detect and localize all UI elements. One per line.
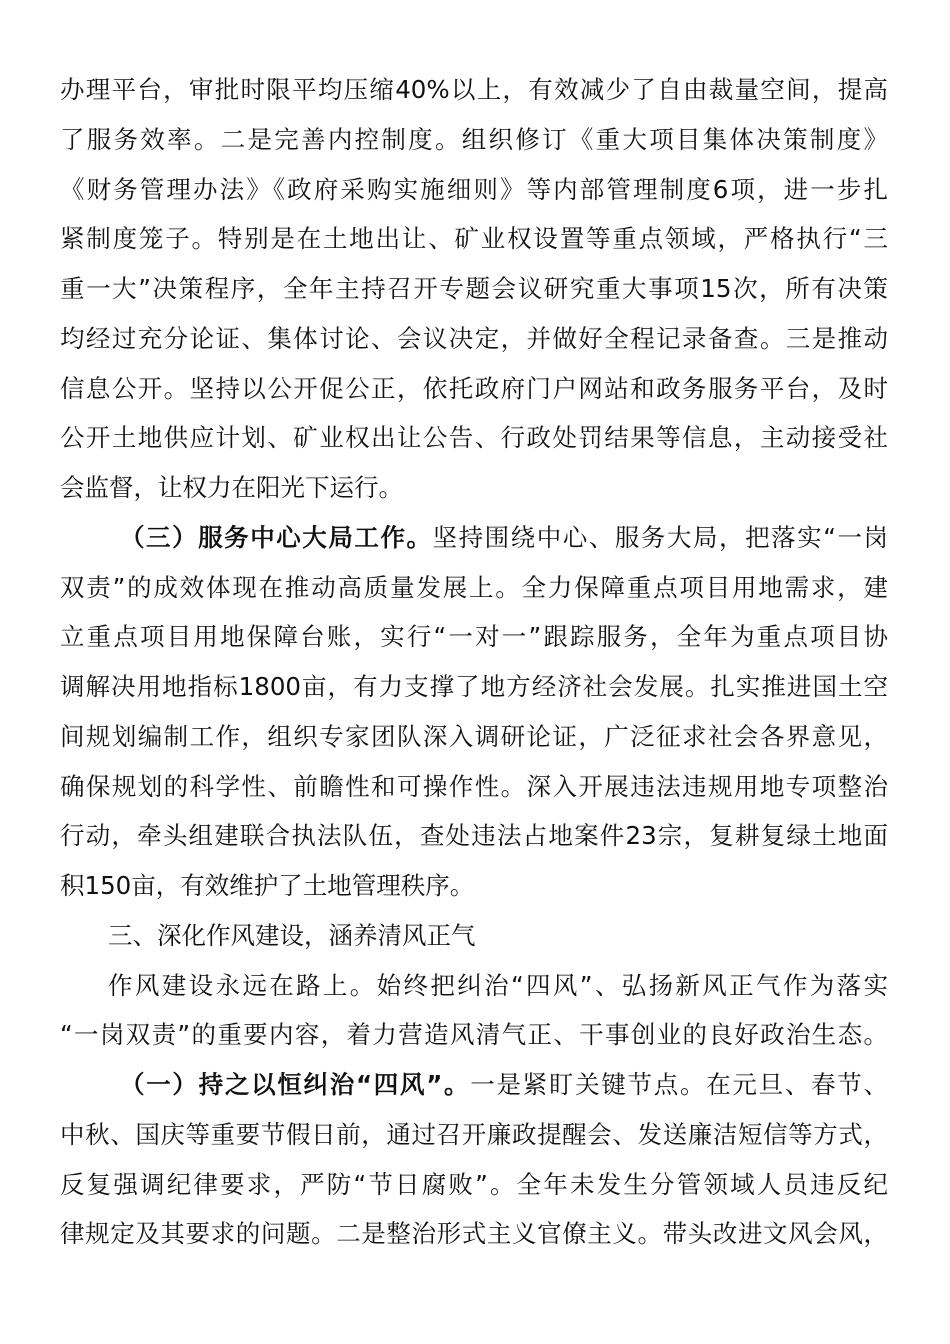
text-line	[60, 115, 888, 165]
text-line	[60, 165, 888, 215]
text-line	[60, 364, 888, 414]
text-line	[60, 463, 888, 513]
line-text: 律规定及其要求的问题。二是整治形式主义官僚主义。带头改进文风会风，	[60, 1219, 888, 1249]
text-line	[60, 662, 888, 712]
text-line	[60, 1010, 888, 1060]
line-text: 会监督，让权力在阳光下运行。	[60, 473, 403, 502]
section-heading-line	[60, 1060, 888, 1110]
line-text: 一是紧盯关键节点。在元旦、春节、	[470, 1070, 889, 1099]
line-text: 作风建设永远在路上。始终把纠治“四风”、弘扬新风正气作为落实	[108, 970, 888, 1000]
text-line	[60, 1209, 888, 1259]
text-line	[60, 65, 888, 115]
text-line	[60, 612, 888, 662]
line-text: “一岗双责”的重要内容，着力营造风清气正、干事创业的良好政治生态。	[60, 1020, 888, 1050]
bold-heading: （三）服务中心大局工作。	[120, 522, 433, 552]
line-text: 反复强调纪律要求，严防“节日腐败”。全年未发生分管领域人员违反纪	[60, 1169, 888, 1199]
text-line	[60, 563, 888, 613]
text-line	[60, 413, 888, 463]
line-text: 均经过充分论证、集体讨论、会议决定，并做好全程记录备查。三是推动	[60, 323, 888, 353]
text-line	[60, 961, 888, 1011]
line-text: 立重点项目用地保障台账，实行“一对一”跟踪服务，全年为重点项目协	[60, 622, 888, 652]
line-text: 双责”的成效体现在推动高质量发展上。全力保障重点项目用地需求，建	[60, 572, 888, 602]
line-text: 信息公开。坚持以公开促公正，依托政府门户网站和政务服务平台，及时	[60, 373, 888, 403]
line-text: 调解决用地指标1800亩，有力支撑了地方经济社会发展。扎实推进国土空	[60, 672, 888, 701]
line-text: 办理平台，审批时限平均压缩40%以上，有效减少了自由裁量空间，提高	[60, 75, 888, 104]
line-text: 《财务管理办法》《政府采购实施细则》等内部管理制度6项，进一步扎	[60, 174, 888, 204]
line-text: 了服务效率。二是完善内控制度。组织修订《重大项目集体决策制度》	[60, 124, 888, 154]
text-line	[60, 811, 888, 861]
line-text: 行动，牵头组建联合执法队伍，查处违法占地案件23宗，复耕复绿土地面	[60, 821, 888, 851]
text-line	[60, 1160, 888, 1210]
text-line	[60, 264, 888, 314]
bold-heading: （一）持之以恒纠治“四风”。	[120, 1070, 471, 1099]
text-line	[60, 911, 888, 961]
line-text: 坚持围绕中心、服务大局，把落实“一岗	[432, 522, 888, 552]
line-text: 中秋、国庆等重要节假日前，通过召开廉政提醒会、发送廉洁短信等方式，	[60, 1119, 888, 1149]
text-line	[60, 314, 888, 364]
section-heading-line	[60, 513, 888, 563]
text-line	[60, 214, 888, 264]
line-text: 重一大”决策程序，全年主持召开专题会议研究重大事项15次，所有决策	[60, 274, 888, 303]
text-line	[60, 762, 888, 812]
line-text: 三、深化作风建设，涵养清风正气	[108, 920, 476, 950]
text-line	[60, 712, 888, 762]
document-body	[60, 65, 888, 1259]
line-text: 间规划编制工作，组织专家团队深入调研论证，广泛征求社会各界意见，	[60, 721, 888, 751]
text-line	[60, 861, 888, 911]
line-text: 公开土地供应计划、矿业权出让公告、行政处罚结果等信息，主动接受社	[60, 423, 888, 453]
text-line	[60, 1110, 888, 1160]
line-text: 积150亩，有效维护了土地管理秩序。	[60, 871, 475, 900]
line-text: 紧制度笼子。特别是在土地出让、矿业权设置等重点领域，严格执行“三	[60, 224, 888, 254]
line-text: 确保规划的科学性、前瞻性和可操作性。深入开展违法违规用地专项整治	[60, 771, 888, 801]
